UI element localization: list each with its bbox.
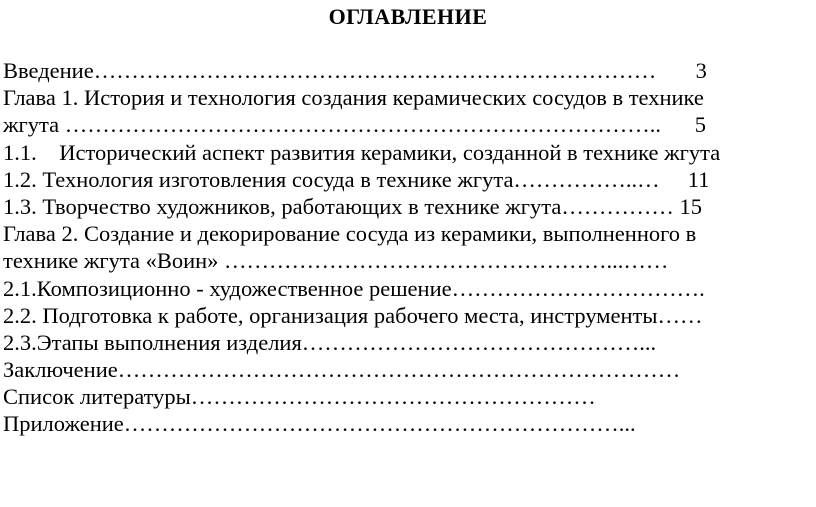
- toc-line-bibliography: Список литературы………………………………………………: [3, 384, 596, 410]
- toc-line-conclusion: Заключение…………………………………………………………………: [3, 357, 681, 383]
- toc-line-section-2-3: 2.3.Этапы выполнения изделия………………………………………...: [3, 329, 657, 355]
- toc-line-section-1-3: 1.3. Творчество художников, работающих в технике жгута…………… 15: [3, 193, 702, 219]
- toc-line-section-2-1: 2.1.Композиционно - художественное решение…………………………….: [3, 275, 705, 301]
- toc-line-section-2-2: 2.2. Подготовка к работе, организация рабочего места, инструменты……: [3, 302, 703, 328]
- document-title: ОГЛАВЛЕНИЕ: [328, 4, 488, 29]
- toc-line-section-1-1: 1.1. Исторический аспект развития керамики, созданной в технике жгута: [3, 139, 721, 165]
- toc-line-appendix: Приложение…………………………………………………………...: [3, 411, 636, 437]
- table-of-contents: [3, 57, 813, 438]
- toc-line-chapter-2: Глава 2. Создание и декорирование сосуда из керамики, выполненного в: [3, 221, 697, 247]
- toc-line-introduction: Введение………………………………………………………………… 3: [3, 58, 707, 83]
- toc-line-chapter-1-cont: жгута …………………………………………………………………….. 5: [3, 112, 706, 138]
- toc-line-chapter-1: Глава 1. История и технология создания керамических сосудов в технике: [3, 85, 704, 111]
- toc-line-section-1-2: 1.2. Технология изготовления сосуда в технике жгута……………..… 11: [3, 166, 710, 192]
- toc-line-chapter-2-cont: технике жгута «Воин» ……………………………………………...……: [3, 248, 669, 274]
